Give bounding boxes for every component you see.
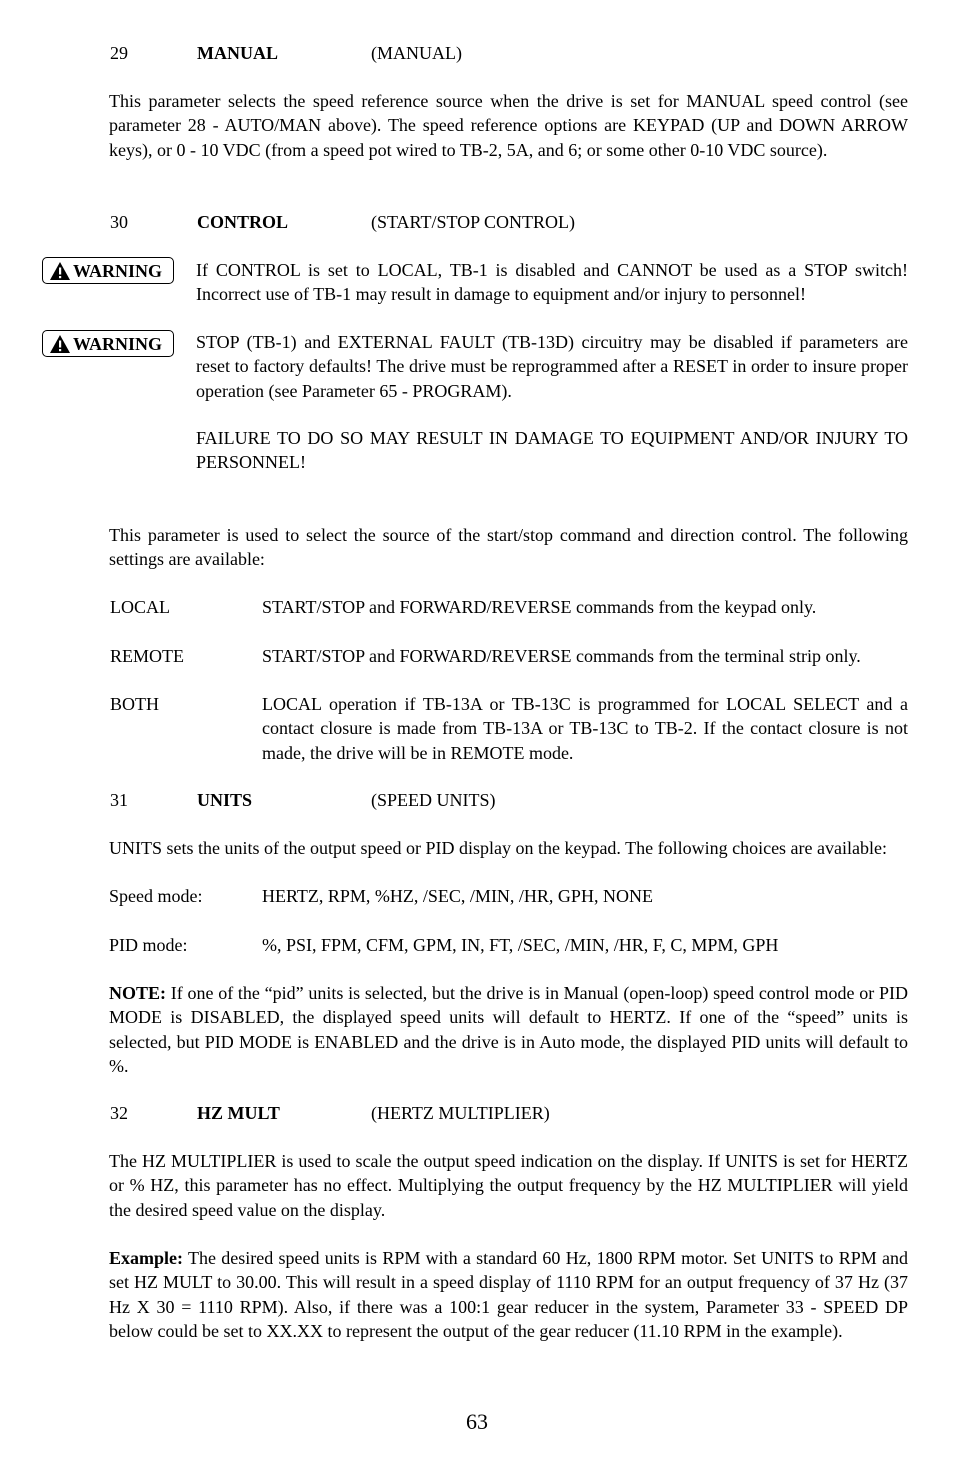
warning-badge <box>42 330 174 357</box>
warning-triangle-icon <box>49 334 71 354</box>
units-paragraph: UNITS sets the units of the output speed or PID display on the keypad. The following choices are available: <box>109 838 887 858</box>
mode-label: Speed mode: <box>109 886 203 906</box>
warning-triangle-icon <box>49 261 71 281</box>
manual-paragraph: This parameter selects the speed reference source when the drive is set for MANUAL speed control (see parameter 28 - AUTO/MAN above). The speed reference options are KEYPAD (UP and DOWN ARROW keys), or 0 - 10 VDC (from a speed pot wired to TB-2, 5A, and 6; or some other 0-10 VDC source). <box>109 91 908 160</box>
mode-units: HERTZ, RPM, %HZ, /SEC, /MIN, /HR, GPH, NONE <box>262 886 653 906</box>
note-paragraph <box>109 981 908 1078</box>
hzmult-paragraph: The HZ MULTIPLIER is used to scale the output speed indication on the display. If UNITS is set for HERTZ or % HZ, this parameter has no effect. Multiplying the output frequency by the HZ MULTIPLIER will yield the desired speed value on the display. <box>109 1151 908 1220</box>
setting-description: START/STOP and FORWARD/REVERSE commands from the keypad only. <box>262 597 817 617</box>
warning-text: STOP (TB-1) and EXTERNAL FAULT (TB-13D) circuitry may be disabled if parameters are reset to factory defaults! The drive must be reprogrammed after a RESET in order to insure proper operation (see Parameter 65 - PROGRAM). <box>196 332 908 401</box>
control-paragraph: This parameter is used to select the source of the start/stop command and direction control. The following settings are available: <box>109 525 908 570</box>
setting-description: START/STOP and FORWARD/REVERSE commands from the terminal strip only. <box>262 646 861 666</box>
warning-label: WARNING <box>73 333 163 354</box>
mode-units: %, PSI, FPM, CFM, GPM, IN, FT, /SEC, /MIN, /HR, F, C, MPM, GPH <box>262 935 779 955</box>
warning-text: If CONTROL is set to LOCAL, TB-1 is disabled and CANNOT be used as a STOP switch! Incorrect use of TB-1 may result in damage to equipment and/or injury to personnel! <box>196 260 908 305</box>
setting-label: LOCAL <box>110 597 170 617</box>
param-number: 30 <box>110 212 128 232</box>
param-description: (MANUAL) <box>371 43 462 63</box>
setting-label: BOTH <box>110 694 159 714</box>
param-number: 29 <box>110 43 128 63</box>
param-number: 32 <box>110 1103 128 1123</box>
param-description: (HERTZ MULTIPLIER) <box>371 1103 550 1123</box>
warning-label: WARNING <box>73 260 163 281</box>
param-number: 31 <box>110 790 128 810</box>
note-text: If one of the “pid” units is selected, but the drive is in Manual (open-loop) speed control mode or PID MODE is DISABLED, the displayed speed units will default to HERTZ. If one of the “speed” units is selected, but PID MODE is ENABLED and the drive is in Auto mode, the displayed PID units will default to %. <box>109 983 908 1076</box>
example-label: Example: <box>109 1248 183 1268</box>
setting-description: LOCAL operation if TB-13A or TB-13C is programmed for LOCAL SELECT and a contact closure is made from TB-13A or TB-13C to TB-2. If the contact closure is not made, the drive will be in REMOTE mode. <box>262 694 908 763</box>
param-description: (SPEED UNITS) <box>371 790 496 810</box>
param-description: (START/STOP CONTROL) <box>371 212 575 232</box>
example-text: The desired speed units is RPM with a standard 60 Hz, 1800 RPM motor. Set UNITS to RPM and set HZ MULT to 30.00. This will result in a speed display of 1110 RPM for an output frequency of 37 Hz (37 Hz X 30 = 1110 RPM). Also, if there was a 100:1 gear reducer in the system, Parameter 33 - SPEED DP below could be set to XX.XX to represent the output of the gear reducer (11.10 RPM in the example). <box>109 1248 908 1341</box>
warning-badge <box>42 257 174 284</box>
page-number: 63 <box>466 1409 488 1434</box>
param-name: MANUAL <box>197 43 278 63</box>
example-paragraph <box>109 1246 908 1343</box>
setting-label: REMOTE <box>110 646 184 666</box>
failure-warning-text: FAILURE TO DO SO MAY RESULT IN DAMAGE TO EQUIPMENT AND/OR INJURY TO PERSONNEL! <box>196 428 908 473</box>
note-label: NOTE: <box>109 983 167 1003</box>
param-name: HZ MULT <box>197 1103 280 1123</box>
mode-label: PID mode: <box>109 935 188 955</box>
param-name: CONTROL <box>197 212 289 232</box>
param-name: UNITS <box>197 790 253 810</box>
